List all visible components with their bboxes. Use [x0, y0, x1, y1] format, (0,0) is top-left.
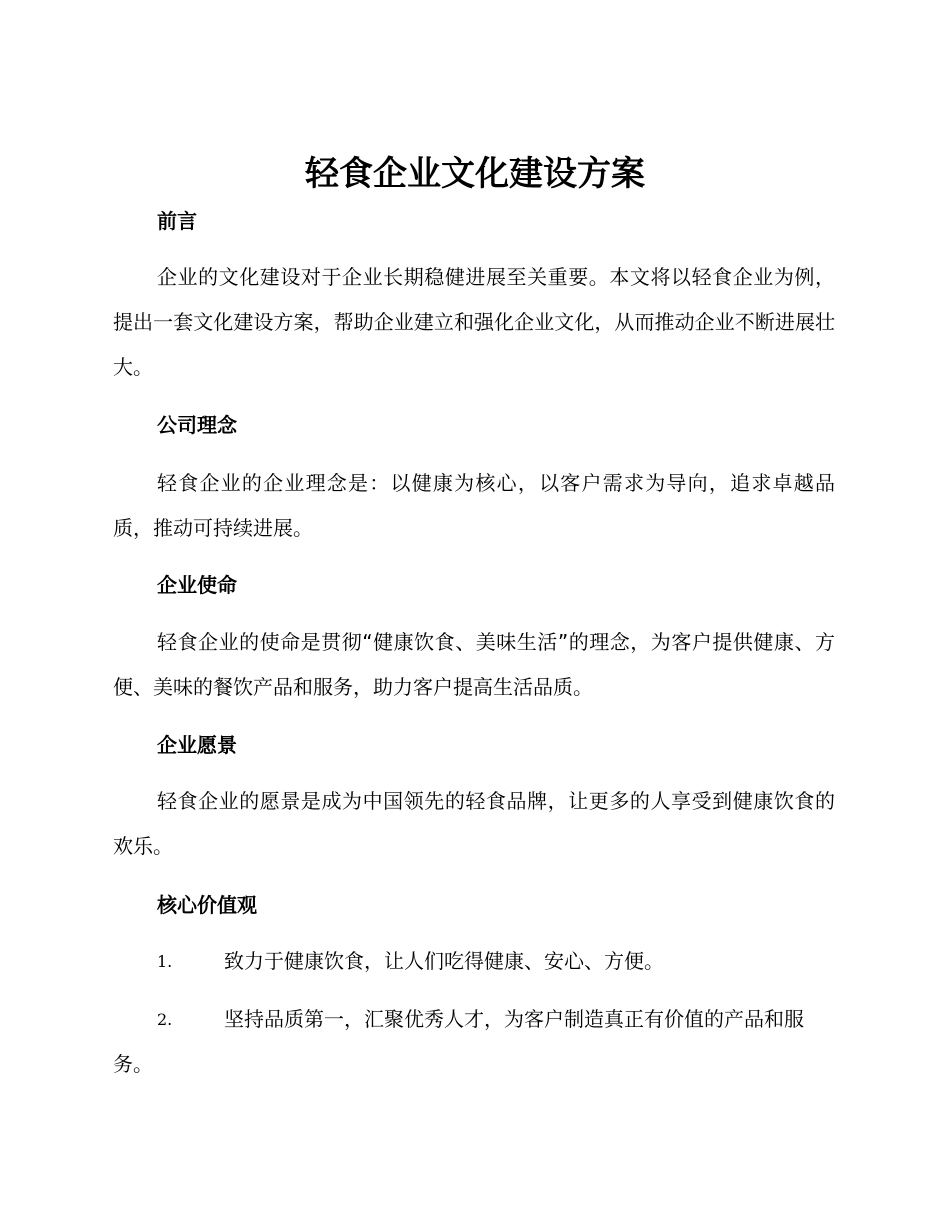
list-item: [113, 939, 835, 984]
list-item: [113, 997, 835, 1087]
section-paragraph-preface: 企业的文化建设对于企业长期稳健进展至关重要。本文将以轻食企业为例，提出一套文化建设方案，帮助企业建立和强化企业文化，从而推动企业不断进展壮大。: [113, 265, 835, 379]
section-heading-core-values: 核心价值观: [157, 893, 257, 917]
document-title: 轻食企业文化建设方案: [305, 154, 645, 194]
section-heading-vision: 企业愿景: [157, 733, 237, 757]
list-item-text: 致力于健康饮食，让人们吃得健康、安心、方便。: [224, 949, 664, 973]
list-item-number: 1.: [157, 952, 173, 971]
list-item-text: 坚持品质第一，汇聚优秀人才，为客户制造真正有价值的产品和服务。: [113, 1007, 804, 1076]
section-paragraph-vision: 轻食企业的愿景是成为中国领先的轻食品牌，让更多的人享受到健康饮食的欢乐。: [113, 789, 835, 858]
section-heading-mission: 企业使命: [157, 573, 237, 597]
section-paragraph-mission: 轻食企业的使命是贯彻“健康饮食、美味生活”的理念，为客户提供健康、方便、美味的餐饮产品和服务，助力客户提高生活品质。: [113, 630, 835, 699]
section-paragraph-philosophy: 轻食企业的企业理念是：以健康为核心，以客户需求为导向，追求卓越品质，推动可持续进展。: [113, 471, 835, 540]
list-item-number: 2.: [157, 1010, 173, 1029]
section-heading-preface: 前言: [157, 209, 197, 233]
section-heading-philosophy: 公司理念: [157, 413, 237, 437]
